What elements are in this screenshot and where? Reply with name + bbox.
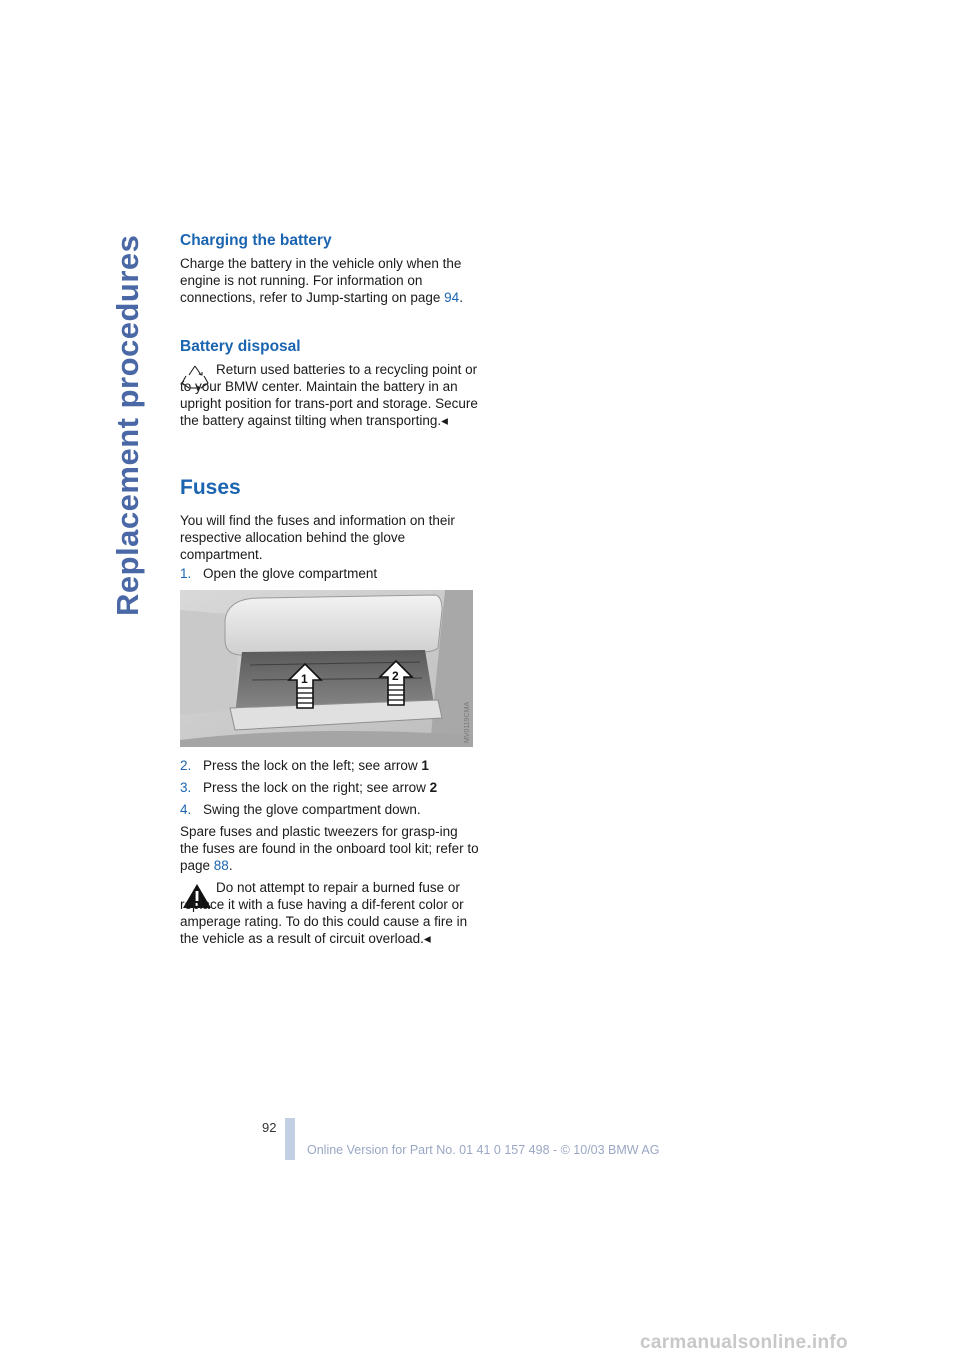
spare-fuses-paragraph: Spare fuses and plastic tweezers for grasp-ing the fuses are found in the onboard tool kit; refer to page 88.	[180, 824, 479, 873]
fuses-heading: Fuses	[180, 476, 241, 499]
warning-paragraph: Do not attempt to repair a burned fuse or replace it with a fuse having a dif-ferent color or amperage rating. To do this could cause a fire in the vehicle as a result of circuit overload.◂	[180, 880, 468, 946]
image-code: MV0119CMA	[464, 701, 471, 743]
step-1: 1. Open the glove compartment	[180, 566, 378, 581]
step-2: 2. Press the lock on the left; see arrow 1	[180, 758, 429, 773]
arrow-label-2: 2	[392, 669, 399, 683]
disposal-paragraph: Return used batteries to a recycling point or to your BMW center. Maintain the battery in an upright position for trans-port and storage. Secure the battery against tilting when transporting.◂	[180, 362, 478, 428]
page-number: 92	[262, 1120, 277, 1135]
step-4: 4. Swing the glove compartment down.	[180, 802, 421, 817]
disposal-section	[180, 338, 480, 429]
recycle-icon	[178, 363, 212, 391]
footer-text: Online Version for Part No. 01 41 0 157 498 - © 10/03 BMW AG	[307, 1143, 660, 1157]
fuses-section	[180, 476, 480, 563]
footer-bar	[285, 1118, 295, 1160]
arrow-label-1: 1	[301, 672, 308, 686]
charging-paragraph: Charge the battery in the vehicle only when the engine is not running. For information on connections, refer to Jump-starting on page 94.	[180, 256, 463, 305]
spare-fuses-paragraph-wrap	[180, 823, 480, 874]
step-3: 3. Press the lock on the right; see arrow 2	[180, 780, 438, 795]
warning-section	[180, 879, 480, 947]
disposal-heading: Battery disposal	[180, 338, 301, 355]
watermark: carmanualsonline.info	[640, 1332, 848, 1353]
charging-heading: Charging the battery	[180, 232, 332, 249]
charging-section	[180, 232, 480, 306]
fuses-intro: You will find the fuses and information on their respective allocation behind the glove compartment.	[180, 513, 455, 562]
glove-compartment-image	[180, 590, 473, 747]
page-link-94[interactable]: 94	[444, 290, 460, 305]
page-link-88[interactable]: 88	[213, 858, 229, 873]
